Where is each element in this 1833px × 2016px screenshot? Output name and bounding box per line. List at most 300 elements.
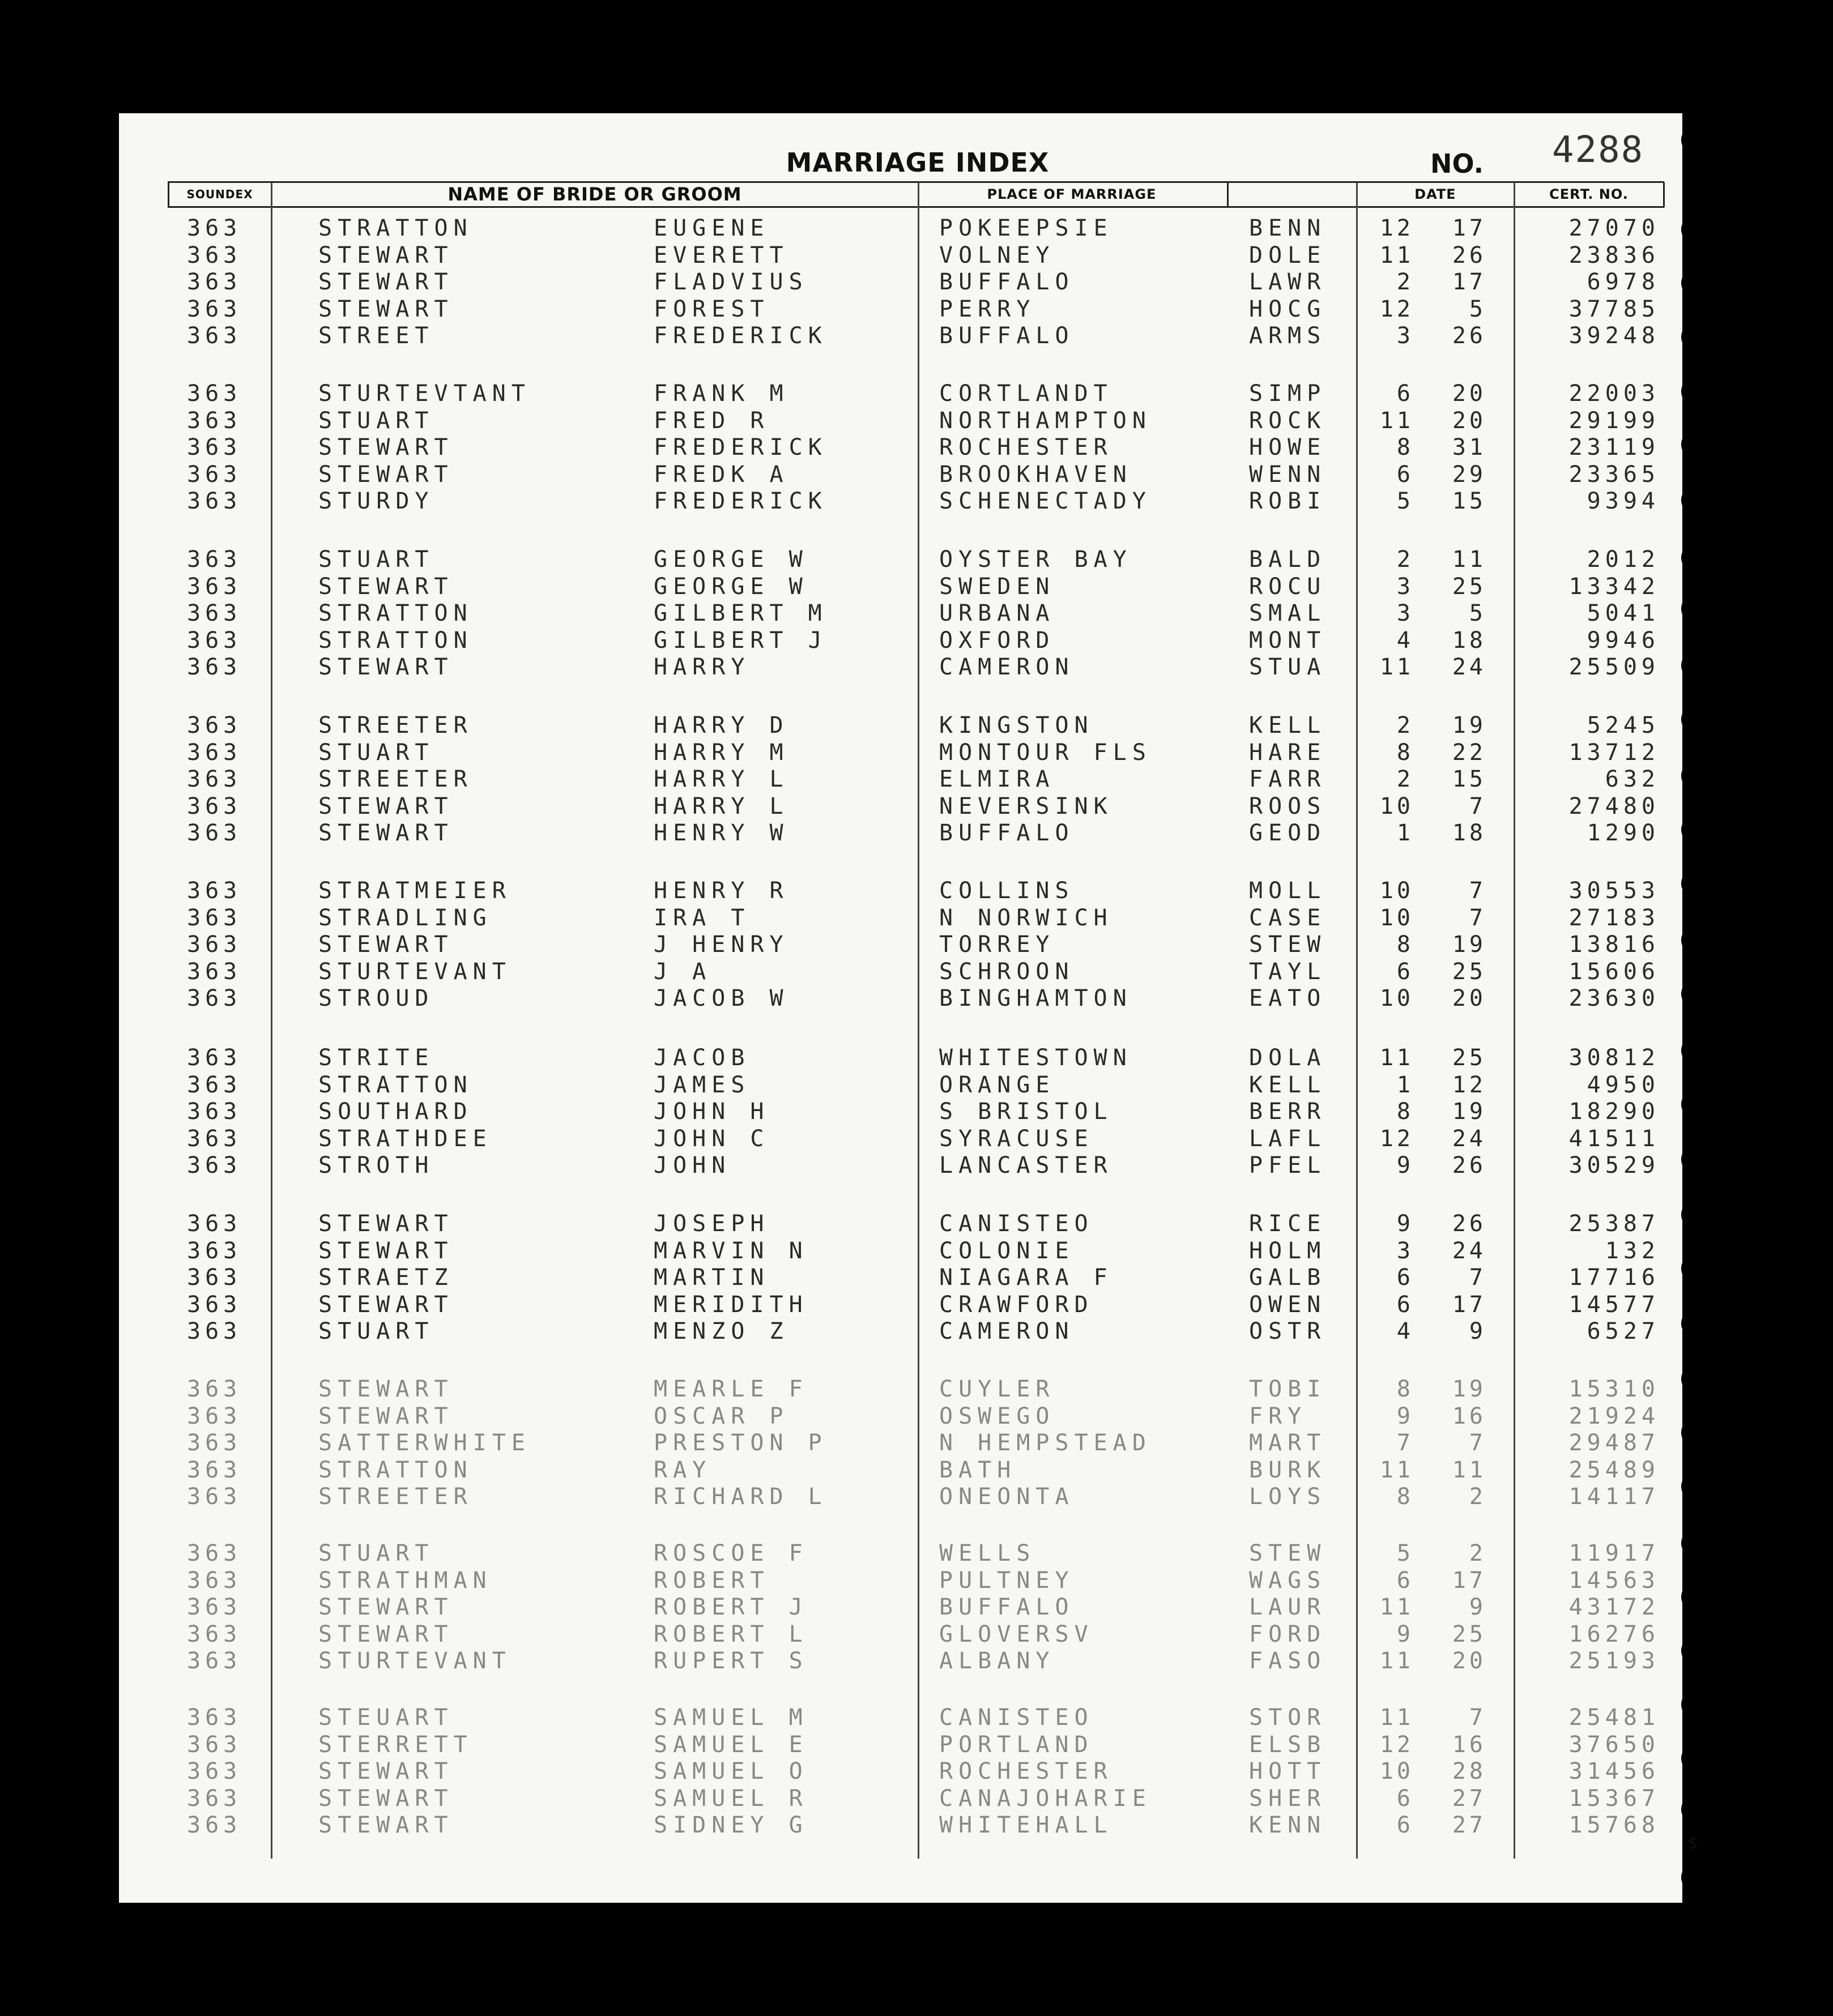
- soundex-code: 363: [187, 1403, 242, 1429]
- officiant-code: EATO: [1249, 985, 1327, 1011]
- given-name: SIDNEY G: [654, 1812, 808, 1838]
- given-name: GILBERT J: [654, 627, 828, 654]
- date-month: 1: [1396, 1071, 1414, 1098]
- date-day: 26: [1452, 323, 1486, 349]
- cert-number: 18290: [1568, 1099, 1660, 1125]
- cert-number: 37785: [1568, 296, 1660, 322]
- place-of-marriage: N HEMPSTEAD: [939, 1430, 1152, 1456]
- date-day: 28: [1452, 1758, 1486, 1784]
- soundex-code: 363: [187, 573, 242, 600]
- place-of-marriage: CANISTEO: [939, 1705, 1094, 1731]
- officiant-code: LOYS: [1249, 1484, 1327, 1510]
- given-name: ROBERT: [654, 1567, 770, 1594]
- surname: STEWART: [318, 1594, 454, 1620]
- date-day: 31: [1452, 434, 1486, 460]
- punch-hole: [1681, 486, 1710, 514]
- date-month: 8: [1396, 1376, 1414, 1402]
- date-day: 7: [1469, 1430, 1486, 1456]
- officiant-code: KELL: [1249, 712, 1327, 738]
- soundex-code: 363: [187, 461, 242, 488]
- place-of-marriage: ROCHESTER: [939, 1758, 1113, 1784]
- given-name: IRA T: [654, 904, 751, 931]
- cert-number: 1290: [1587, 820, 1660, 846]
- cert-number: 15310: [1568, 1376, 1660, 1402]
- punch-hole: [1681, 544, 1710, 572]
- officiant-code: MART: [1249, 1430, 1327, 1456]
- officiant-code: SMAL: [1249, 600, 1327, 626]
- cert-number: 132: [1605, 1237, 1660, 1264]
- index-row: [0, 1211, 1833, 1237]
- given-name: EUGENE: [654, 215, 770, 241]
- date-month: 6: [1396, 1812, 1414, 1838]
- surname: STEWART: [318, 654, 454, 680]
- given-name: HARRY L: [654, 766, 789, 792]
- surname: STURTEVANT: [318, 1648, 511, 1674]
- soundex-code: 363: [187, 546, 242, 573]
- date-month: 3: [1396, 1237, 1414, 1264]
- punch-hole: [1681, 980, 1710, 1008]
- surname: STRADLING: [318, 904, 492, 931]
- date-month: 10: [1379, 985, 1414, 1011]
- punch-hole: [1681, 1795, 1710, 1823]
- date-month: 12: [1379, 296, 1414, 322]
- date-month: 8: [1396, 932, 1414, 958]
- given-name: FREDERICK: [654, 488, 828, 514]
- cert-number: 5041: [1587, 600, 1660, 626]
- cert-number: 13712: [1568, 739, 1660, 766]
- soundex-code: 363: [187, 1621, 242, 1647]
- date-day: 15: [1452, 488, 1486, 514]
- date-month: 2: [1396, 766, 1414, 792]
- date-day: 24: [1452, 1125, 1486, 1152]
- date-month: 5: [1396, 488, 1414, 514]
- place-of-marriage: LANCASTER: [939, 1152, 1113, 1178]
- cert-number: 23365: [1568, 461, 1660, 488]
- officiant-code: SHER: [1249, 1785, 1327, 1812]
- soundex-code: 363: [187, 1125, 242, 1152]
- cert-number: 25193: [1568, 1648, 1660, 1674]
- given-name: FRED R: [654, 407, 770, 434]
- given-name: JOHN H: [654, 1099, 770, 1125]
- date-day: 5: [1469, 296, 1486, 322]
- given-name: JACOB: [654, 1045, 751, 1071]
- place-of-marriage: CRAWFORD: [939, 1291, 1094, 1318]
- place-of-marriage: KINGSTON: [939, 712, 1094, 738]
- surname: STEWART: [318, 242, 454, 268]
- soundex-code: 363: [187, 958, 242, 985]
- place-of-marriage: COLONIE: [939, 1237, 1075, 1264]
- cert-number: 27183: [1568, 904, 1660, 931]
- date-month: 3: [1396, 600, 1414, 626]
- index-row: [0, 1732, 1833, 1758]
- officiant-code: BALD: [1249, 546, 1327, 573]
- given-name: MEARLE F: [654, 1376, 808, 1402]
- index-row: [0, 462, 1833, 488]
- index-row: [0, 1152, 1833, 1178]
- index-row: [0, 1540, 1833, 1566]
- officiant-code: WENN: [1249, 461, 1327, 488]
- punch-hole: [1681, 1690, 1710, 1719]
- index-row: [0, 546, 1833, 573]
- date-month: 12: [1379, 1731, 1414, 1758]
- place-of-marriage: COLLINS: [939, 878, 1075, 904]
- soundex-code: 363: [187, 627, 242, 654]
- date-month: 3: [1396, 323, 1414, 349]
- given-name: FREDERICK: [654, 323, 828, 349]
- surname: STUART: [318, 739, 434, 766]
- cert-number: 27480: [1568, 793, 1660, 819]
- date-month: 11: [1379, 654, 1414, 680]
- index-row: [0, 1594, 1833, 1620]
- cert-number: 23119: [1568, 434, 1660, 460]
- index-row: [0, 1758, 1833, 1784]
- date-day: 19: [1452, 1376, 1486, 1402]
- soundex-code: 363: [187, 985, 242, 1011]
- date-month: 6: [1396, 958, 1414, 985]
- date-day: 9: [1469, 1318, 1486, 1344]
- index-row: [0, 269, 1833, 295]
- index-row: [0, 381, 1833, 407]
- place-of-marriage: PULTNEY: [939, 1567, 1075, 1594]
- given-name: MENZO Z: [654, 1318, 789, 1344]
- soundex-code: 363: [187, 878, 242, 904]
- date-month: 10: [1379, 1758, 1414, 1784]
- surname: STEWART: [318, 820, 454, 846]
- soundex-code: 363: [187, 654, 242, 680]
- given-name: RUPERT S: [654, 1648, 808, 1674]
- place-of-marriage: BUFFALO: [939, 1594, 1075, 1620]
- date-day: 17: [1452, 1291, 1486, 1318]
- soundex-code: 363: [187, 1457, 242, 1483]
- index-row: [0, 1376, 1833, 1402]
- place-of-marriage: CUYLER: [939, 1376, 1055, 1402]
- place-of-marriage: CAMERON: [939, 654, 1075, 680]
- punch-hole: [1681, 269, 1710, 297]
- officiant-code: TAYL: [1249, 958, 1327, 985]
- index-row: [0, 488, 1833, 514]
- cert-number: 9946: [1587, 627, 1660, 654]
- place-of-marriage: URBANA: [939, 600, 1055, 626]
- officiant-code: ARMS: [1249, 323, 1327, 349]
- index-row: [0, 766, 1833, 792]
- date-day: 16: [1452, 1731, 1486, 1758]
- place-of-marriage: BROOKHAVEN: [939, 461, 1132, 488]
- surname: STRATTON: [318, 215, 473, 241]
- surname: STUART: [318, 407, 434, 434]
- officiant-code: HARE: [1249, 739, 1327, 766]
- surname: STURTEVANT: [318, 958, 511, 985]
- place-of-marriage: BATH: [939, 1457, 1017, 1483]
- date-month: 8: [1396, 1099, 1414, 1125]
- cert-number: 21924: [1568, 1403, 1660, 1429]
- place-of-marriage: TORREY: [939, 932, 1055, 958]
- date-day: 11: [1452, 546, 1486, 573]
- date-month: 11: [1379, 1594, 1414, 1620]
- date-day: 20: [1452, 407, 1486, 434]
- given-name: SAMUEL O: [654, 1758, 808, 1784]
- officiant-code: STOR: [1249, 1705, 1327, 1731]
- index-row: [0, 1786, 1833, 1812]
- date-month: 11: [1379, 1648, 1414, 1674]
- date-day: 20: [1452, 1648, 1486, 1674]
- date-day: 29: [1452, 461, 1486, 488]
- soundex-code: 363: [187, 215, 242, 241]
- footer-mark: $: [1688, 1834, 1698, 1852]
- officiant-code: PFEL: [1249, 1152, 1327, 1178]
- surname: STEWART: [318, 1376, 454, 1402]
- place-of-marriage: SWEDEN: [939, 573, 1055, 600]
- given-name: SAMUEL E: [654, 1731, 808, 1758]
- punch-hole: [1681, 126, 1710, 154]
- header-place: PLACE OF MARRIAGE: [987, 186, 1157, 202]
- date-day: 7: [1469, 793, 1486, 819]
- surname: STEWART: [318, 932, 454, 958]
- given-name: FLADVIUS: [654, 269, 808, 295]
- soundex-code: 363: [187, 932, 242, 958]
- cert-number: 15768: [1568, 1812, 1660, 1838]
- cert-number: 25481: [1568, 1705, 1660, 1731]
- officiant-code: OSTR: [1249, 1318, 1327, 1344]
- place-of-marriage: CORTLANDT: [939, 381, 1113, 407]
- cert-number: 27070: [1568, 215, 1660, 241]
- index-row: [0, 215, 1833, 241]
- officiant-code: HOCG: [1249, 296, 1327, 322]
- surname: STEWART: [318, 1785, 454, 1812]
- date-month: 9: [1396, 1621, 1414, 1647]
- punch-hole: [1681, 926, 1710, 954]
- index-row: [0, 434, 1833, 460]
- soundex-code: 363: [187, 904, 242, 931]
- cert-number: 31456: [1568, 1758, 1660, 1784]
- date-month: 7: [1396, 1430, 1414, 1456]
- cert-number: 23836: [1568, 242, 1660, 268]
- cert-number: 30812: [1568, 1045, 1660, 1071]
- given-name: ROSCOE F: [654, 1540, 808, 1566]
- date-day: 24: [1452, 1237, 1486, 1264]
- index-row: [0, 1403, 1833, 1429]
- date-month: 1: [1396, 820, 1414, 846]
- place-of-marriage: GLOVERSV: [939, 1621, 1094, 1647]
- given-name: RAY: [654, 1457, 712, 1483]
- date-day: 27: [1452, 1812, 1486, 1838]
- surname: STRATTON: [318, 1457, 473, 1483]
- soundex-code: 363: [187, 1237, 242, 1264]
- date-day: 11: [1452, 1457, 1486, 1483]
- cert-number: 25509: [1568, 654, 1660, 680]
- place-of-marriage: S BRISTOL: [939, 1099, 1113, 1125]
- surname: STRITE: [318, 1045, 434, 1071]
- given-name: FREDK A: [654, 461, 789, 488]
- punch-hole: [1681, 1254, 1710, 1283]
- soundex-code: 363: [187, 407, 242, 434]
- officiant-code: GALB: [1249, 1265, 1327, 1291]
- date-day: 19: [1452, 712, 1486, 738]
- surname: STRAETZ: [318, 1265, 454, 1291]
- place-of-marriage: BINGHAMTON: [939, 985, 1132, 1011]
- given-name: JACOB W: [654, 985, 789, 1011]
- punch-hole: [1681, 1863, 1710, 1891]
- index-row: [0, 1621, 1833, 1647]
- date-day: 20: [1452, 985, 1486, 1011]
- place-of-marriage: ELMIRA: [939, 766, 1055, 792]
- place-of-marriage: WHITEHALL: [939, 1812, 1113, 1838]
- number-label: NO.: [1430, 148, 1484, 179]
- date-day: 5: [1469, 600, 1486, 626]
- soundex-code: 363: [187, 1567, 242, 1594]
- punch-hole: [1681, 1201, 1710, 1229]
- index-row: [0, 793, 1833, 819]
- officiant-code: KELL: [1249, 1071, 1327, 1098]
- soundex-code: 363: [187, 296, 242, 322]
- date-month: 11: [1379, 1045, 1414, 1071]
- date-month: 2: [1396, 712, 1414, 738]
- soundex-code: 363: [187, 1731, 242, 1758]
- surname: STEWART: [318, 1758, 454, 1784]
- surname: STREETER: [318, 712, 473, 738]
- officiant-code: BERR: [1249, 1099, 1327, 1125]
- cert-number: 14117: [1568, 1484, 1660, 1510]
- punch-hole: [1681, 1145, 1710, 1173]
- cert-number: 14563: [1568, 1567, 1660, 1594]
- surname: STREET: [318, 323, 434, 349]
- punch-hole: [1681, 595, 1710, 623]
- index-row: [0, 1072, 1833, 1098]
- officiant-code: DOLA: [1249, 1045, 1327, 1071]
- given-name: HENRY R: [654, 878, 789, 904]
- punch-hole: [1681, 1529, 1710, 1557]
- place-of-marriage: PERRY: [939, 296, 1036, 322]
- date-month: 6: [1396, 1785, 1414, 1812]
- soundex-code: 363: [187, 793, 242, 819]
- cert-number: 14577: [1568, 1291, 1660, 1318]
- cert-number: 39248: [1568, 323, 1660, 349]
- index-row: [0, 1457, 1833, 1483]
- surname: STEWART: [318, 1291, 454, 1318]
- officiant-code: MONT: [1249, 627, 1327, 654]
- place-of-marriage: NIAGARA F: [939, 1265, 1113, 1291]
- given-name: ROBERT L: [654, 1621, 808, 1647]
- soundex-code: 363: [187, 1152, 242, 1178]
- cert-number: 15367: [1568, 1785, 1660, 1812]
- place-of-marriage: BUFFALO: [939, 323, 1075, 349]
- punch-hole: [1681, 1090, 1710, 1118]
- date-month: 11: [1379, 407, 1414, 434]
- place-of-marriage: POKEEPSIE: [939, 215, 1113, 241]
- officiant-code: STEW: [1249, 1540, 1327, 1566]
- officiant-code: HOLM: [1249, 1237, 1327, 1264]
- date-day: 15: [1452, 766, 1486, 792]
- soundex-code: 363: [187, 269, 242, 295]
- date-month: 9: [1396, 1211, 1414, 1237]
- given-name: J HENRY: [654, 932, 789, 958]
- date-day: 16: [1452, 1403, 1486, 1429]
- date-day: 7: [1469, 878, 1486, 904]
- cert-number: 5245: [1587, 712, 1660, 738]
- index-row: [0, 820, 1833, 846]
- column-rule: [1227, 182, 1229, 207]
- officiant-code: BENN: [1249, 215, 1327, 241]
- index-row: [0, 1430, 1833, 1456]
- place-of-marriage: CANISTEO: [939, 1211, 1094, 1237]
- given-name: OSCAR P: [654, 1403, 789, 1429]
- soundex-code: 363: [187, 1291, 242, 1318]
- date-month: 8: [1396, 739, 1414, 766]
- date-day: 25: [1452, 1045, 1486, 1071]
- soundex-code: 363: [187, 242, 242, 268]
- given-name: HARRY D: [654, 712, 789, 738]
- surname: STRATTON: [318, 1071, 473, 1098]
- index-row: [0, 1265, 1833, 1291]
- officiant-code: WAGS: [1249, 1567, 1327, 1594]
- punch-hole: [1681, 1419, 1710, 1447]
- soundex-code: 363: [187, 600, 242, 626]
- index-row: [0, 740, 1833, 766]
- officiant-code: ROBI: [1249, 488, 1327, 514]
- cert-number: 11917: [1568, 1540, 1660, 1566]
- date-day: 27: [1452, 1785, 1486, 1812]
- soundex-code: 363: [187, 1318, 242, 1344]
- officiant-code: ELSB: [1249, 1731, 1327, 1758]
- surname: STRATTON: [318, 600, 473, 626]
- index-row: [0, 878, 1833, 904]
- officiant-code: ROCK: [1249, 407, 1327, 434]
- surname: STEWART: [318, 1812, 454, 1838]
- given-name: MARTIN: [654, 1265, 770, 1291]
- place-of-marriage: OXFORD: [939, 627, 1055, 654]
- date-month: 10: [1379, 793, 1414, 819]
- date-day: 18: [1452, 627, 1486, 654]
- officiant-code: DOLE: [1249, 242, 1327, 268]
- cert-number: 25387: [1568, 1211, 1660, 1237]
- place-of-marriage: SCHROON: [939, 958, 1075, 985]
- index-row: [0, 959, 1833, 985]
- date-month: 12: [1379, 215, 1414, 241]
- surname: STEWART: [318, 573, 454, 600]
- given-name: EVERETT: [654, 242, 789, 268]
- date-day: 17: [1452, 269, 1486, 295]
- cert-number: 13342: [1568, 573, 1660, 600]
- date-day: 25: [1452, 573, 1486, 600]
- officiant-code: RICE: [1249, 1211, 1327, 1237]
- punch-hole: [1681, 1472, 1710, 1501]
- soundex-code: 363: [187, 323, 242, 349]
- officiant-code: KENN: [1249, 1812, 1327, 1838]
- cert-number: 29487: [1568, 1430, 1660, 1456]
- date-day: 9: [1469, 1594, 1486, 1620]
- place-of-marriage: WELLS: [939, 1540, 1036, 1566]
- date-day: 17: [1452, 215, 1486, 241]
- cert-number: 9394: [1587, 488, 1660, 514]
- cert-number: 6527: [1587, 1318, 1660, 1344]
- cert-number: 16276: [1568, 1621, 1660, 1647]
- index-row: [0, 985, 1833, 1011]
- given-name: HARRY M: [654, 739, 789, 766]
- index-row: [0, 712, 1833, 738]
- index-row: [0, 1812, 1833, 1838]
- soundex-code: 363: [187, 712, 242, 738]
- cert-number: 15606: [1568, 958, 1660, 985]
- soundex-code: 363: [187, 381, 242, 407]
- surname: STEWART: [318, 1621, 454, 1647]
- header-name: NAME OF BRIDE OR GROOM: [447, 183, 742, 205]
- officiant-code: SIMP: [1249, 381, 1327, 407]
- index-row: [0, 1318, 1833, 1344]
- surname: STEWART: [318, 269, 454, 295]
- place-of-marriage: SYRACUSE: [939, 1125, 1094, 1152]
- punch-hole: [1681, 869, 1710, 898]
- surname: STEWART: [318, 461, 454, 488]
- given-name: MERIDITH: [654, 1291, 808, 1318]
